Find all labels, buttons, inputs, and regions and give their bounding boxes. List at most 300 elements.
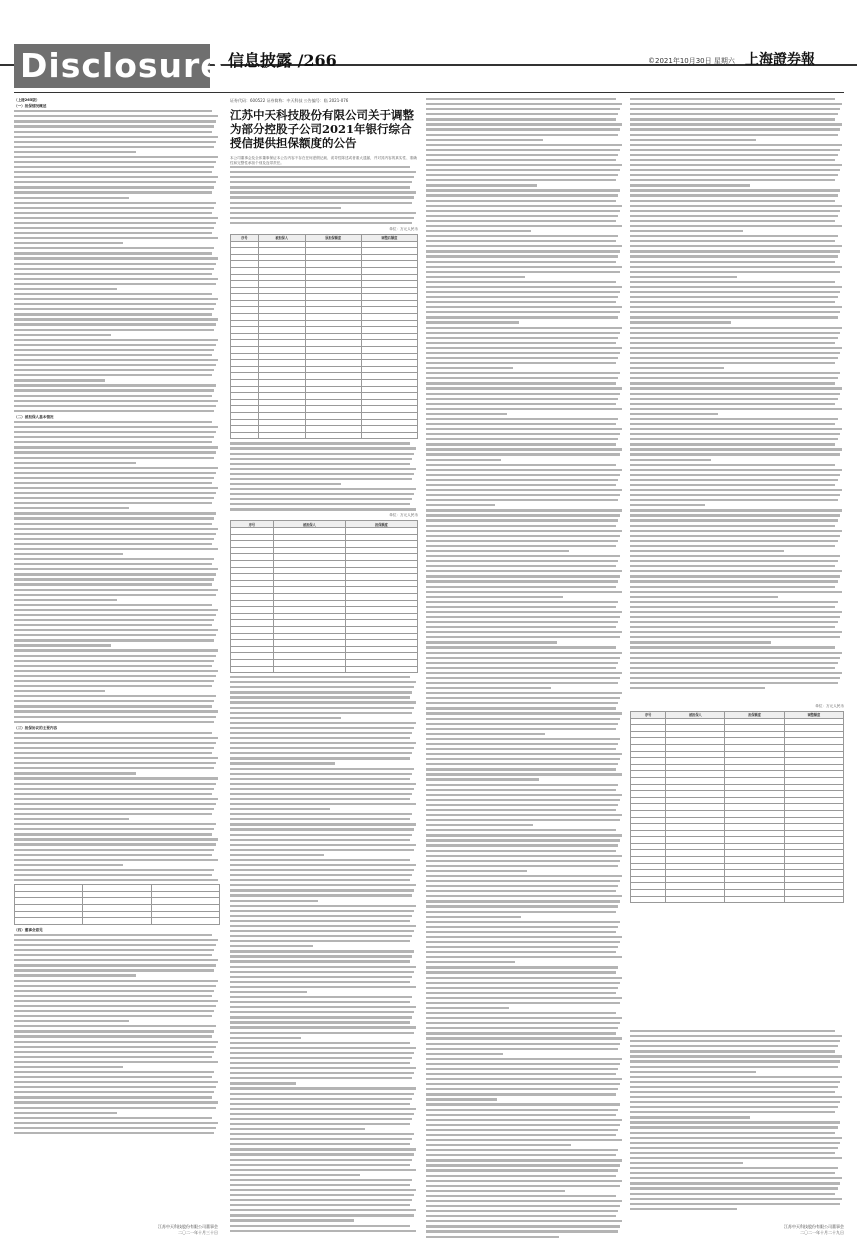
text-line bbox=[426, 194, 618, 196]
text-line bbox=[14, 1056, 212, 1058]
text-line bbox=[14, 293, 212, 295]
text-line bbox=[14, 222, 216, 224]
text-line bbox=[14, 798, 218, 800]
table-row bbox=[231, 281, 418, 288]
text-line bbox=[14, 421, 212, 423]
text-line bbox=[14, 553, 123, 555]
table-row bbox=[231, 399, 418, 406]
text-line bbox=[426, 540, 618, 542]
text-line bbox=[230, 737, 410, 739]
table-row bbox=[631, 784, 844, 791]
text-line bbox=[230, 1194, 414, 1196]
table-cell bbox=[258, 241, 305, 248]
text-line bbox=[14, 1005, 216, 1007]
text-line bbox=[426, 718, 620, 720]
table-cell bbox=[231, 248, 259, 255]
text-line bbox=[630, 621, 838, 623]
text-line bbox=[14, 492, 216, 494]
text-line bbox=[426, 276, 525, 278]
table-row bbox=[231, 274, 418, 281]
text-line bbox=[426, 1093, 616, 1095]
text-line bbox=[426, 164, 622, 166]
signatory: 江苏中天科技股份有限公司董事会 bbox=[158, 1224, 218, 1229]
table-cell bbox=[631, 791, 666, 798]
text-line bbox=[630, 626, 835, 628]
table-cell bbox=[784, 810, 843, 817]
text-line bbox=[426, 971, 616, 973]
table-cell bbox=[725, 870, 784, 877]
text-line bbox=[14, 1041, 218, 1043]
text-line bbox=[426, 1134, 616, 1136]
text-line bbox=[630, 519, 838, 521]
table-cell bbox=[361, 386, 417, 393]
text-line bbox=[426, 1083, 620, 1085]
text-line bbox=[630, 535, 840, 537]
text-line bbox=[230, 207, 341, 209]
text-line bbox=[230, 884, 416, 886]
text-line bbox=[426, 931, 616, 933]
table-cell bbox=[231, 287, 259, 294]
table-cell bbox=[231, 633, 274, 640]
text-line bbox=[230, 1138, 412, 1140]
text-line bbox=[426, 829, 616, 831]
table-row bbox=[631, 738, 844, 745]
table-cell bbox=[305, 399, 361, 406]
text-line bbox=[14, 237, 218, 239]
text-line bbox=[630, 1030, 835, 1032]
text-line bbox=[426, 271, 620, 273]
table-cell bbox=[231, 587, 274, 594]
table-row bbox=[231, 607, 418, 614]
text-line bbox=[426, 1027, 618, 1029]
text-line bbox=[230, 458, 412, 460]
table-cell bbox=[305, 432, 361, 439]
text-line bbox=[426, 1190, 565, 1192]
table-row bbox=[631, 890, 844, 897]
text-line bbox=[230, 910, 414, 912]
text-line bbox=[426, 763, 618, 765]
text-line bbox=[426, 266, 622, 268]
text-line bbox=[426, 1098, 497, 1100]
table-cell bbox=[258, 307, 305, 314]
text-line bbox=[426, 519, 618, 521]
table-header: 序号 bbox=[631, 712, 666, 719]
table-row bbox=[231, 534, 418, 541]
text-line bbox=[630, 189, 840, 191]
table-cell bbox=[631, 725, 666, 732]
table-cell bbox=[258, 393, 305, 400]
text-line bbox=[426, 1154, 616, 1156]
text-line bbox=[630, 276, 737, 278]
table-cell bbox=[305, 300, 361, 307]
text-line bbox=[14, 426, 218, 428]
text-line bbox=[230, 196, 414, 198]
text-line bbox=[426, 657, 620, 659]
text-line bbox=[426, 850, 616, 852]
text-line bbox=[230, 712, 412, 714]
text-line bbox=[630, 1208, 737, 1210]
section-heading: （一）担保情况概述 bbox=[14, 104, 47, 109]
text-line bbox=[426, 753, 622, 755]
signatory: 江苏中天科技股份有限公司董事会 bbox=[784, 1224, 844, 1229]
text-line bbox=[230, 920, 410, 922]
text-line bbox=[14, 441, 212, 443]
text-line bbox=[630, 377, 838, 379]
table-cell bbox=[231, 620, 274, 627]
table-row bbox=[231, 320, 418, 327]
table-cell bbox=[725, 837, 784, 844]
text-line bbox=[14, 990, 214, 992]
text-line bbox=[230, 1174, 360, 1176]
text-line bbox=[14, 655, 216, 657]
text-line bbox=[230, 483, 341, 485]
text-line bbox=[14, 874, 212, 876]
text-line bbox=[14, 395, 212, 397]
text-line bbox=[14, 227, 214, 229]
text-line bbox=[630, 266, 842, 268]
text-line bbox=[230, 488, 416, 490]
text-line bbox=[230, 1072, 414, 1074]
text-line bbox=[426, 469, 622, 471]
text-line bbox=[230, 202, 412, 204]
text-line bbox=[426, 839, 620, 841]
text-line bbox=[230, 889, 414, 891]
text-line bbox=[14, 384, 216, 386]
text-line bbox=[426, 144, 622, 146]
text-line bbox=[230, 171, 416, 173]
text-line bbox=[230, 757, 410, 759]
text-line bbox=[14, 788, 214, 790]
table-cell bbox=[784, 883, 843, 890]
text-line bbox=[14, 146, 214, 148]
table-cell bbox=[725, 857, 784, 864]
table-cell bbox=[305, 406, 361, 413]
table-cell bbox=[15, 898, 83, 905]
table-cell bbox=[258, 360, 305, 367]
text-line bbox=[630, 255, 838, 257]
table-cell bbox=[361, 267, 417, 274]
table-cell bbox=[231, 320, 259, 327]
table-row bbox=[631, 731, 844, 738]
text-line bbox=[426, 387, 622, 389]
table-row bbox=[631, 843, 844, 850]
text-line bbox=[630, 641, 771, 643]
text-line bbox=[630, 525, 835, 527]
table-cell bbox=[666, 731, 725, 738]
text-line bbox=[230, 1153, 414, 1155]
text-line bbox=[14, 639, 214, 641]
table-cell bbox=[784, 784, 843, 791]
table-cell bbox=[258, 267, 305, 274]
table-header: 序号 bbox=[231, 234, 259, 241]
text-line bbox=[14, 1035, 212, 1037]
table-cell bbox=[83, 885, 151, 892]
text-line bbox=[426, 1063, 620, 1065]
text-line bbox=[426, 1200, 622, 1202]
text-line bbox=[630, 301, 835, 303]
text-line bbox=[230, 1032, 414, 1034]
text-line bbox=[426, 474, 620, 476]
text-line bbox=[14, 528, 218, 530]
text-line bbox=[630, 687, 765, 689]
table-cell bbox=[231, 554, 274, 561]
table-row bbox=[631, 771, 844, 778]
text-line bbox=[14, 232, 212, 234]
text-line bbox=[14, 197, 129, 199]
section-heading: （三）担保协议的主要内容 bbox=[14, 725, 58, 730]
table-cell bbox=[273, 646, 345, 653]
table-cell bbox=[631, 784, 666, 791]
text-line bbox=[426, 580, 618, 582]
text-line bbox=[14, 136, 218, 138]
text-line bbox=[630, 652, 842, 654]
text-line bbox=[14, 125, 214, 127]
table-cell bbox=[305, 380, 361, 387]
text-line bbox=[426, 184, 537, 186]
text-line bbox=[630, 316, 838, 318]
text-line bbox=[230, 823, 416, 825]
text-line bbox=[630, 494, 840, 496]
section-heading: （二）被担保人基本情况 bbox=[14, 414, 54, 419]
table-cell bbox=[345, 640, 417, 647]
text-line bbox=[230, 834, 412, 836]
text-line bbox=[630, 413, 718, 415]
text-line bbox=[14, 959, 218, 961]
text-line bbox=[14, 757, 218, 759]
table-cell bbox=[231, 327, 259, 334]
table-cell bbox=[83, 891, 151, 898]
text-line bbox=[230, 217, 414, 219]
text-line bbox=[426, 875, 622, 877]
table-cell bbox=[231, 366, 259, 373]
text-line bbox=[230, 707, 414, 709]
text-line bbox=[630, 408, 842, 410]
table-cell bbox=[666, 725, 725, 732]
text-line bbox=[230, 1128, 365, 1130]
text-line bbox=[14, 752, 212, 754]
text-line bbox=[426, 296, 618, 298]
table-row bbox=[631, 857, 844, 864]
text-line bbox=[14, 339, 218, 341]
table-cell bbox=[784, 738, 843, 745]
text-line bbox=[230, 732, 412, 734]
text-line bbox=[630, 1126, 838, 1128]
text-line bbox=[14, 538, 214, 540]
brand-logo: Disclosure bbox=[14, 44, 210, 88]
table-cell bbox=[631, 850, 666, 857]
text-line bbox=[14, 767, 214, 769]
text-line bbox=[630, 98, 835, 100]
text-line bbox=[630, 479, 838, 481]
text-line bbox=[14, 594, 216, 596]
signature-date: 二〇二一年十月二十九日 bbox=[800, 1230, 844, 1235]
table-row bbox=[631, 764, 844, 771]
text-line bbox=[230, 1098, 412, 1100]
text-line bbox=[230, 1042, 410, 1044]
text-line bbox=[426, 118, 616, 120]
table-cell bbox=[361, 327, 417, 334]
text-line bbox=[14, 268, 214, 270]
text-line bbox=[14, 939, 218, 941]
table-cell bbox=[666, 890, 725, 897]
table-cell bbox=[231, 534, 274, 541]
text-line bbox=[14, 374, 212, 376]
text-line bbox=[230, 1148, 416, 1150]
table-cell bbox=[231, 541, 274, 548]
text-line bbox=[426, 382, 616, 384]
text-line bbox=[14, 436, 214, 438]
table-row bbox=[631, 863, 844, 870]
text-line bbox=[14, 181, 216, 183]
text-line bbox=[230, 1016, 412, 1018]
text-line bbox=[426, 992, 616, 994]
table-cell bbox=[83, 898, 151, 905]
text-line bbox=[14, 247, 214, 249]
table-cell bbox=[231, 528, 274, 535]
text-line bbox=[14, 482, 212, 484]
table-cell bbox=[361, 399, 417, 406]
text-line bbox=[230, 1062, 410, 1064]
text-line bbox=[14, 1117, 212, 1119]
text-line bbox=[630, 174, 838, 176]
text-line bbox=[426, 530, 622, 532]
text-line bbox=[426, 860, 620, 862]
table-cell bbox=[305, 287, 361, 294]
text-line bbox=[230, 874, 412, 876]
text-line bbox=[426, 205, 622, 207]
table-cell bbox=[258, 287, 305, 294]
text-line bbox=[630, 591, 842, 593]
text-line bbox=[630, 469, 842, 471]
text-line bbox=[14, 762, 216, 764]
text-line bbox=[426, 1139, 622, 1141]
text-line bbox=[14, 1061, 218, 1063]
table-cell bbox=[231, 307, 259, 314]
text-line bbox=[14, 869, 214, 871]
text-line bbox=[426, 1109, 618, 1111]
table-cell bbox=[361, 333, 417, 340]
table-cell bbox=[258, 281, 305, 288]
text-line bbox=[630, 530, 842, 532]
table-cell bbox=[231, 626, 274, 633]
table-row bbox=[631, 850, 844, 857]
table-unit: 单位：万元人民币 bbox=[815, 704, 844, 708]
table-cell bbox=[725, 804, 784, 811]
table-row bbox=[231, 340, 418, 347]
table-row bbox=[231, 659, 418, 666]
table-cell bbox=[345, 620, 417, 627]
text-line bbox=[14, 1046, 216, 1048]
text-line bbox=[426, 403, 616, 405]
newspaper-name: 上海證券報 bbox=[745, 52, 815, 68]
table-header: 原担保额度 bbox=[305, 234, 361, 241]
text-line bbox=[630, 1060, 840, 1062]
table-cell bbox=[231, 267, 259, 274]
text-line bbox=[14, 690, 105, 692]
text-line bbox=[426, 636, 620, 638]
text-line bbox=[426, 372, 620, 374]
text-line bbox=[630, 205, 842, 207]
text-line bbox=[14, 1071, 214, 1073]
table-cell bbox=[666, 744, 725, 751]
table-cell bbox=[273, 574, 345, 581]
text-line bbox=[426, 1236, 559, 1238]
text-line bbox=[14, 808, 214, 810]
table-cell bbox=[231, 294, 259, 301]
text-line bbox=[14, 523, 212, 525]
text-line bbox=[14, 974, 136, 976]
table-header: 担保额度 bbox=[345, 521, 417, 528]
text-line bbox=[426, 596, 563, 598]
text-line bbox=[426, 1159, 622, 1161]
table-header: 被担保人 bbox=[666, 712, 725, 719]
table-cell bbox=[725, 843, 784, 850]
table-row bbox=[15, 904, 220, 911]
table-cell bbox=[666, 810, 725, 817]
text-line bbox=[426, 814, 622, 816]
body-text bbox=[14, 110, 220, 412]
text-line bbox=[230, 1164, 410, 1166]
table-cell bbox=[361, 419, 417, 426]
text-line bbox=[230, 935, 412, 937]
text-line bbox=[230, 925, 416, 927]
table-row bbox=[231, 373, 418, 380]
text-line bbox=[426, 1175, 616, 1177]
text-line bbox=[230, 762, 335, 764]
table-row bbox=[231, 300, 418, 307]
text-line bbox=[426, 479, 618, 481]
text-line bbox=[426, 1078, 622, 1080]
text-line bbox=[426, 890, 616, 892]
text-line bbox=[230, 498, 412, 500]
text-line bbox=[426, 1048, 618, 1050]
table-cell bbox=[258, 426, 305, 433]
table-cell bbox=[784, 718, 843, 725]
table-row bbox=[231, 366, 418, 373]
text-line bbox=[14, 283, 216, 285]
text-line bbox=[630, 433, 840, 435]
table-row bbox=[631, 883, 844, 890]
text-line bbox=[14, 558, 214, 560]
text-line bbox=[14, 1025, 216, 1027]
text-line bbox=[630, 123, 842, 125]
text-line bbox=[230, 955, 412, 957]
table-row bbox=[231, 254, 418, 261]
text-line bbox=[230, 773, 412, 775]
text-line bbox=[14, 462, 136, 464]
text-line bbox=[230, 1093, 414, 1095]
table-cell bbox=[231, 666, 274, 673]
table-row bbox=[631, 870, 844, 877]
text-line bbox=[230, 768, 414, 770]
text-line bbox=[230, 681, 416, 683]
text-line bbox=[230, 1199, 412, 1201]
text-line bbox=[14, 934, 212, 936]
text-line bbox=[14, 298, 218, 300]
text-line bbox=[426, 667, 616, 669]
table-cell bbox=[231, 373, 259, 380]
table-cell bbox=[631, 890, 666, 897]
text-line bbox=[630, 509, 842, 511]
text-line bbox=[426, 591, 622, 593]
continued-label: （上接265版） bbox=[14, 98, 40, 102]
text-line bbox=[14, 379, 105, 381]
table-cell bbox=[345, 600, 417, 607]
text-line bbox=[14, 202, 216, 204]
table-cell bbox=[784, 751, 843, 758]
text-line bbox=[630, 636, 840, 638]
text-line bbox=[630, 1121, 840, 1123]
